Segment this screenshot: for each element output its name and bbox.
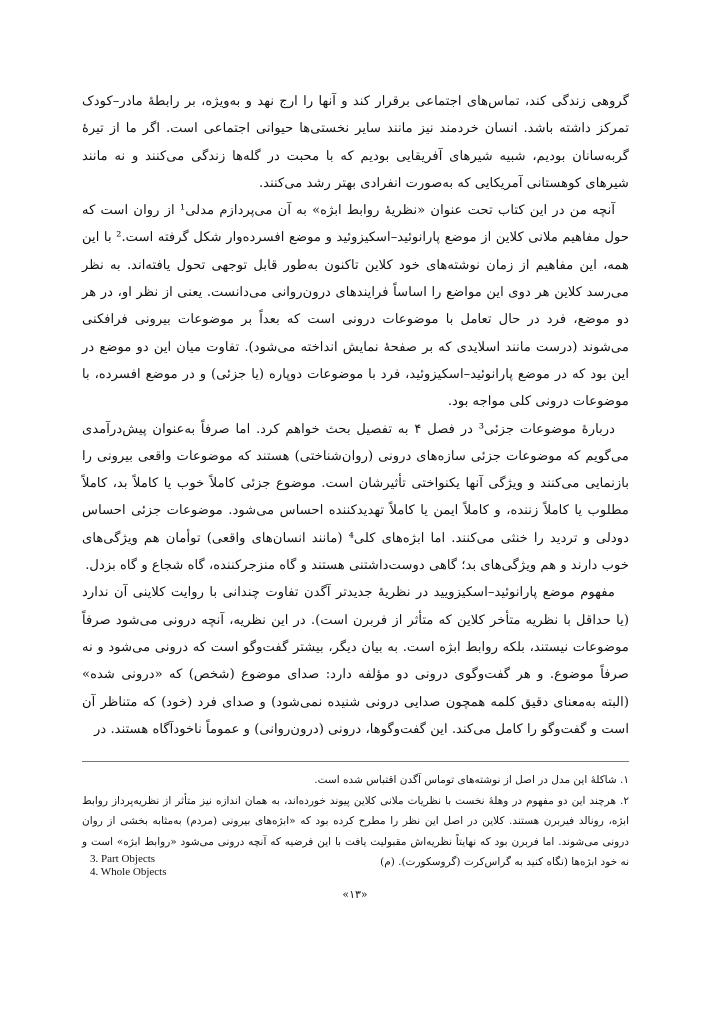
footnote-divider	[82, 761, 629, 762]
paragraph: آنچه من در این کتاب تحت عنوان «نظریهٔ روابط ابژه» به آن می‌پردازم مدلی¹ از روان است که حول مفاهیم ملانی کلاین از موضع پارانوئید–اسکیزوئید و موضع افسرده‌وار شکل گرفته است.² با این همه، این مفاهیم از زمان نوشته‌های خود کلاین تاکنون به‌طور قابل توجهی تحول یافته‌اند. به نظر می‌رسد کلاین هر دوی این مواضع را اساساً فرایندهای درون‌روانی می‌دانست. یعنی از نظر او، در هر دو موضع، فرد در حال تعامل با موضوعات درونی است که بعداً بر موضوعات بیرونی فرافکنی می‌شوند (درست مانند اسلایدی که بر صفحهٔ نمایش انداخته می‌شود). تفاوت میان این دو موضع در این بود که در موضع پارانوئید–اسکیزوئید، فرد با موضوعات دوپاره (یا جزئی) و در موضع افسرده، با موضوعات درونی کلی مواجه بود.	[82, 203, 629, 410]
footnote: ۱. شاکلهٔ این مدل در اصل از نوشته‌های توماس آگدن اقتباس شده است.	[314, 774, 629, 786]
paragraph: مفهوم موضع پارانوئید–اسکیزویید در نظریهٔ جدیدتر آگدن تفاوت چندانی با روایت کلاینی آن ندارد (یا حداقل با نظریه متأخر کلاین که متأثر از فربرن است). در این نظریه، آنچه درونی می‌شود صرفاً موضوعات نیستند، بلکه روابط ابژه است. به بیان دیگر، بیشتر گفت‌وگو است که درونی می‌شود و نه صرفاً موضوع. و هر گفت‌وگوی درونی دو مؤلفه دارد: صدای موضوع (شخص) که «درونی شده» (البته به‌معنای دقیق کلمه همچون صدایی درونی شنیده نمی‌شود) و صدای فرد (خود) که متناظر آن است و گفت‌وگو را کامل می‌کند. این گفت‌وگوها، درونی (درون‌روانی) و عموماً ناخودآگاه هستند. در	[82, 585, 629, 737]
paragraph: گروهی زندگی کند، تماس‌های اجتماعی برقرار کند و آنها را ارج نهد و به‌ویژه، بر رابطهٔ مادر–کودک تمرکز داشته باشد. انسان خردمند نیز مانند سایر نخستی‌ها حیوانی اجتماعی است. اگر ما از تیرهٔ گربه‌سانان بودیم، شبیه شیرهای آفریقایی بودیم که با محبت در گله‌ها زندگی می‌کنند و نه مانند شیرهای کوهستانی آمریکایی که به‌صورت انفرادی بهتر رشد می‌کنند.	[82, 94, 629, 191]
paragraph: دربارهٔ موضوعات جزئی³ در فصل ۴ به تفصیل بحث خواهم کرد. اما صرفاً به‌عنوان پیش‌درآمدی می‌گویم که موضوعات جزئی سازه‌های درونی (روان‌شناختی) هستند که موضوعات واقعی بیرونی را بازنمایی می‌کنند و ویژگی آنها یکنواختی تأثیرشان است. موضوع جزئی کاملاً خوب یا کاملاً بد، کاملاً مطلوب یا کاملاً زننده، و کاملاً ایمن یا کاملاً تهدیدکننده احساس می‌شود. موضوعات جزئی احساس دودلی و تردید را خنثی می‌کنند. اما ابژه‌های کلی⁴ (مانند انسان‌های واقعی) توأمان هم ویژگی‌های خوب دارند و هم ویژگی‌های بد؛ گاهی دوست‌داشتنی هستند و گاه منزجرکننده، گاه شجاع و گاه بزدل.	[82, 421, 630, 574]
document-page	[82, 88, 629, 743]
page-number: «۱۳»	[342, 888, 368, 901]
body-text	[82, 88, 629, 743]
footnote: ۲. هرچند این دو مفهوم در وهلهٔ نخست با نظریات ملانی کلاین پیوند خورده‌اند، به همان اندازه نیز متأثر از نظریه‌پرداز روابط ابژه، رونالد فیربرن هستند. کلاین در اصل این نظر را مطرح کرده بود که «ابژه‌های بیرونی (مردم) به‌مثابه بخشی از روان درونی می‌شوند. اما فربرن بود که نهایتاً نظریه‌اش مقبولیت یافت با این فرضیه که آنچه درونی می‌شود «روابط ابژه» است و نه خود ابژه‌ها (نگاه کنید به گراس‌کرت (گروسکورت). (م)	[82, 794, 629, 868]
latin-footnote: 3. Part Objects	[90, 853, 156, 865]
latin-footnote: 4. Whole Objects	[90, 866, 167, 878]
